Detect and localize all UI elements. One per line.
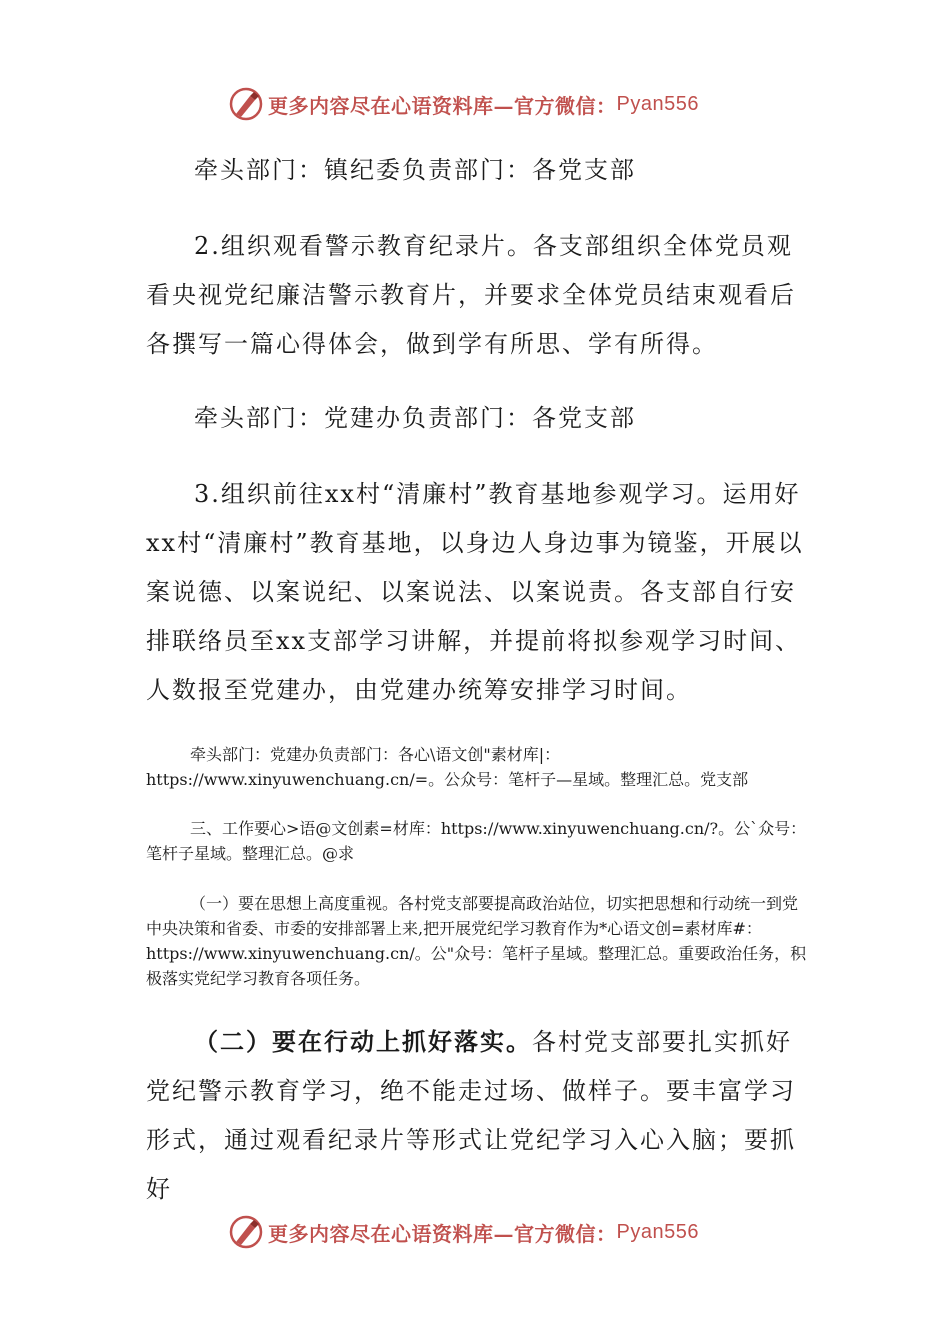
lead-department-1: 牵头部门：镇纪委负责部门：各党支部 <box>194 156 636 184</box>
pen-logo-icon <box>228 86 264 122</box>
pen-logo-icon <box>228 1214 264 1250</box>
lead-department-2: 牵头部门：党建办负责部门：各党支部 <box>194 404 636 432</box>
subsection-1-paragraph: （一）要在思想上高度重视。各村党支部要提高政治站位，切实把思想和行动统一到党中央决策和省委、市委的安排部署上来,把开展党纪学习教育作为*心语文创=素材库#：https://www.xinyuwenchuang.cn/。公"众号：笔杆子星域。整理汇总。重要政治任务，积极落实党纪学习教育各项任务。 <box>146 894 807 988</box>
lead-department-3: 牵头部门：党建办负责部门：各心\语文创"素材库|：https://www.xinyuwenchuang.cn/=。公众号：笔杆子—星域。整理汇总。党支部 <box>146 745 749 789</box>
section-3-heading: 三、工作要心>语@文创素=材库：https://www.xinyuwenchuang.cn/?。公`众号：笔杆子星域。整理汇总。@求 <box>146 819 807 863</box>
header-banner <box>228 84 699 124</box>
item-3-paragraph: 3.组织前往xx村“清廉村”教育基地参观学习。运用好xx村“清廉村”教育基地，以身边人身边事为镜鉴，开展以案说德、以案说纪、以案说法、以案说责。各支部自行安排联络员至xx支部学习讲解，并提前将拟参观学习时间、人数报至党建办，由党建办统筹安排学习时间。 <box>146 480 804 704</box>
subsection-2-body: 各村党支部要扎实抓好党纪警示教育学习，绝不能走过场、做样子。要丰富学习形式，通过观看纪录片等形式让党纪学习入心入脑；要抓好 <box>146 1028 796 1203</box>
subsection-2-heading: （二）要在行动上抓好落实。 <box>194 1027 532 1056</box>
banner-text: 更多内容尽在心语资料库—官方微信： <box>268 93 617 118</box>
banner-wechat-id: Pyan556 <box>616 92 699 115</box>
footer-banner <box>228 1212 699 1252</box>
banner-text: 更多内容尽在心语资料库—官方微信： <box>268 1221 617 1246</box>
subsection-2-paragraph <box>146 1017 806 1214</box>
item-2-paragraph: 2.组织观看警示教育纪录片。各支部组织全体党员观看央视党纪廉洁警示教育片，并要求全体党员结束观看后各撰写一篇心得体会，做到学有所思、学有所得。 <box>146 232 796 358</box>
banner-wechat-id: Pyan556 <box>616 1220 699 1243</box>
